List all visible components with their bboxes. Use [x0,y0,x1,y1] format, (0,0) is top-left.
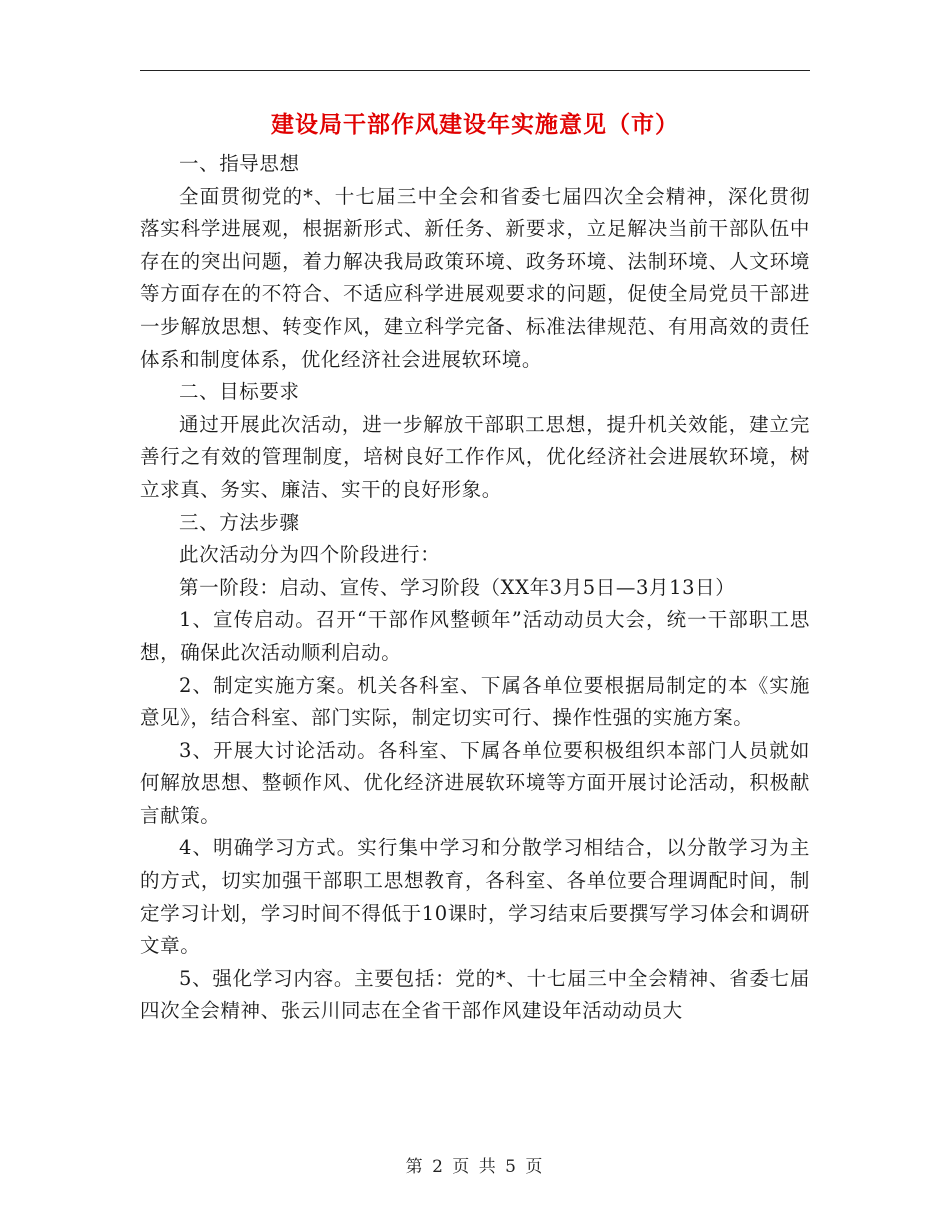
page-number: 第 2 页 共 5 页 [405,1157,545,1177]
list-item-study-content: 5、强化学习内容。主要包括：党的*、十七届三中全会精神、省委七届四次全会精神、张云川同志在全省干部作风建设年活动动员大 [140,966,810,1023]
paragraph-guiding-thought: 全面贯彻党的*、十七届三中全会和省委七届四次全会精神，深化贯彻落实科学进展观，根据新形式、新任务、新要求，立足解决当前干部队伍中存在的突出问题，着力解决我局政策环境、政务环境、法制环境、人文环境等方面存在的不符合、不适应科学进展观要求的问题，促使全局党员干部进一步解放思想、转变作风，建立科学完备、标准法律规范、有用高效的责任体系和制度体系，优化经济社会进展软环境。 [140,184,810,371]
list-item-implementation-plan: 2、制定实施方案。机关各科室、下属各单位要根据局制定的本《实施意见》，结合科室、部门实际，制定切实可行、操作性强的实施方案。 [140,673,810,730]
section-heading-methods: 三、方法步骤 [179,510,300,534]
document-title: 建设局干部作风建设年实施意见（市） [271,111,679,138]
paragraph-goals: 通过开展此次活动，进一步解放干部职工思想，提升机关效能，建立完善行之有效的管理制度，培树良好工作作风，优化经济社会进展软环境，树立求真、务实、廉洁、实干的良好形象。 [140,412,810,501]
list-item-study-method: 4、明确学习方式。实行集中学习和分散学习相结合，以分散学习为主的方式，切实加强干部职工思想教育，各科室、各单位要合理调配时间，制定学习计划，学习时间不得低于10课时，学习结束后要撰写学习体会和调研文章。 [140,836,810,958]
section-heading-goals: 二、目标要求 [179,380,300,404]
paragraph-four-stages: 此次活动分为四个阶段进行： [179,543,441,567]
paragraph-stage-one: 第一阶段：启动、宣传、学习阶段（XX年3月5日—3月13日） [179,575,736,599]
document-body [140,148,810,1028]
header-rule [140,70,810,71]
list-item-publicity-launch: 1、宣传启动。召开“干部作风整顿年”活动动员大会，统一干部职工思想，确保此次活动顺利启动。 [140,608,810,664]
list-item-discussion: 3、开展大讨论活动。各科室、下属各单位要积极组织本部门人员就如何解放思想、整顿作风、优化经济进展软环境等方面开展讨论活动，积极献言献策。 [140,738,810,827]
section-heading-guiding-thought: 一、指导思想 [179,152,300,175]
